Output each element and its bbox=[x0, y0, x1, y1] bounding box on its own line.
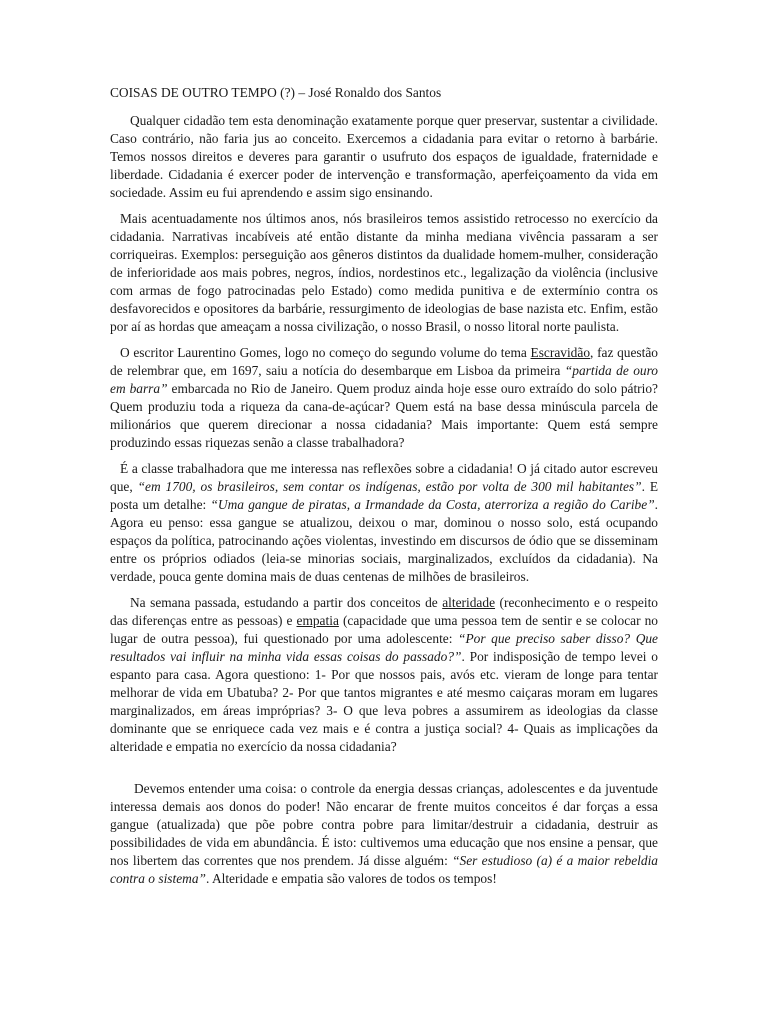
paragraph-6-text-b: . Alteridade e empatia são valores de todos os tempos! bbox=[205, 871, 497, 886]
paragraph-6-text-a: Devemos entender uma coisa: o controle da energia dessas crianças, adolescentes e da juventude interessa demais aos donos do poder! Não encarar de frente muitos conceitos é dar forças a essa gangue (atualizada) que põe pobre contra pobre para limitar/destruir a cidadania, destruir as possibilidades de vida em abundância. É isto: cultivemos uma educação que nos ensine a pensar, que nos libertem das correntes que nos prendem. Já disse alguém: bbox=[110, 781, 658, 868]
paragraph-6 bbox=[110, 780, 658, 888]
paragraph-2: Mais acentuadamente nos últimos anos, nós brasileiros temos assistido retrocesso no exercício da cidadania. Narrativas incabíveis até então distante da minha mediana vivência passaram a ser corriqueiras. Exemplos: perseguição aos gêneros distintos da dualidade homem-mulher, consideração de inferioridade aos mais pobres, negros, índios, nordestinos etc., legalização da violência (inclusive com armas de fogo patrocinadas pelo Estado) como medida punitiva e de extermínio contra os desfavorecidos e opositores da barbárie, ressurgimento de ideologias de base nazista etc. Enfim, estão por aí as hordas que ameaçam a nossa civilização, o nosso Brasil, o nosso litoral norte paulista. bbox=[110, 211, 658, 334]
paragraph-4-text-b: . E posta um detalhe: bbox=[110, 479, 659, 512]
paragraph-4-text-a: É a classe trabalhadora que me interessa nas reflexões sobre a cidadania! O já citado autor escreveu que, bbox=[110, 461, 658, 494]
paragraph-4 bbox=[110, 460, 658, 586]
paragraph-4-quote-2: “Uma gangue de piratas, a Irmandade da Costa, aterroriza a região do Caribe” bbox=[210, 497, 655, 512]
paragraph-1: Qualquer cidadão tem esta denominação exatamente porque quer preservar, sustentar a civilidade. Caso contrário, não faria jus ao conceito. Exercemos a cidadania para evitar o retorno à barbárie. Temos nossos direitos e deveres para garantir o usufruto dos espaços de igualdade, fraternidade e liberdade. Cidadania é exercer poder de intervenção e transformação, aperfeiçoamento da vida em sociedade. Assim eu fui aprendendo e assim sigo ensinando. bbox=[110, 113, 658, 200]
paragraph-5-text-b: (reconhecimento e o respeito das diferenças entre as pessoas) e bbox=[110, 595, 658, 628]
document-title: COISAS DE OUTRO TEMPO (?) – José Ronaldo dos Santos bbox=[110, 85, 442, 100]
book-title-link[interactable]: Escravidão bbox=[530, 345, 591, 360]
paragraph-5-text-d: . Por indisposição de tempo levei o espanto para casa. Agora questiono: 1- Por que nossos pais, avós etc. vieram de longe para tentar melhorar de vida em Ubatuba? 2- Por que tantos migrantes e até mesmo caiçaras moram em lugares marginalizados, em áreas impróprias? 3- O que leva pobres a assumirem as ideologias da classe dominante que se enriquece cada vez mais e é contra a justiça social? 4- Quais as implicações da alteridade e empatia no exercício da nossa cidadania? bbox=[110, 649, 659, 754]
paragraph-5-text-a: Na semana passada, estudando a partir dos conceitos de bbox=[130, 595, 443, 610]
paragraph-5-quote: “Por que preciso saber disso? Que resultados vai influir na minha vida essas coisas do passado?” bbox=[110, 631, 658, 664]
paragraph-6-quote: “Ser estudioso (a) é a maior rebeldia contra o sistema” bbox=[110, 853, 658, 886]
paragraph-5-text-c: (capacidade que uma pessoa tem de sentir e se colocar no lugar de outra pessoa), fui questionado por uma adolescente: bbox=[110, 613, 658, 646]
paragraph-3-text-a: O escritor Laurentino Gomes, logo no começo do segundo volume do tema bbox=[120, 345, 531, 360]
paragraph-3-text-b: , faz questão de relembrar que, em 1697, saiu a notícia do desembarque em Lisboa da primeira bbox=[110, 345, 659, 378]
paragraph-4-text-c: . Agora eu penso: essa gangue se atualizou, deixou o mar, dominou o nosso solo, está ocupando espaços da política, patrocinando ações violentas, investindo em discursos de ódio que se disseminam entre os próprios odiados (leia-se minorias sociais, marginalizados, excluídos da cidadania). Na verdade, pouca gente domina mais de duas centenas de milhões de brasileiros. bbox=[110, 497, 658, 584]
paragraph-3-text-c: embarcada no Rio de Janeiro. Quem produz ainda hoje esse ouro extraído do solo pátrio? Quem produziu toda a riqueza da cana-de-açúcar? Quem está na base dessa minúscula parcela de milionários que querem direcionar a nossa cidadania? Mais importante: Quem está sempre produzindo essas riquezas senão a classe trabalhadora? bbox=[110, 381, 659, 450]
paragraph-3-quote: “partida de ouro em barra” bbox=[110, 363, 658, 396]
paragraph-4-quote-1: “em 1700, os brasileiros, sem contar os indígenas, estão por volta de 300 mil habitantes” bbox=[137, 479, 642, 494]
paragraph-5 bbox=[110, 594, 658, 756]
term-empatia: empatia bbox=[296, 613, 339, 628]
term-alteridade: alteridade bbox=[442, 595, 496, 610]
paragraph-3 bbox=[110, 344, 658, 452]
document-body bbox=[110, 84, 658, 896]
